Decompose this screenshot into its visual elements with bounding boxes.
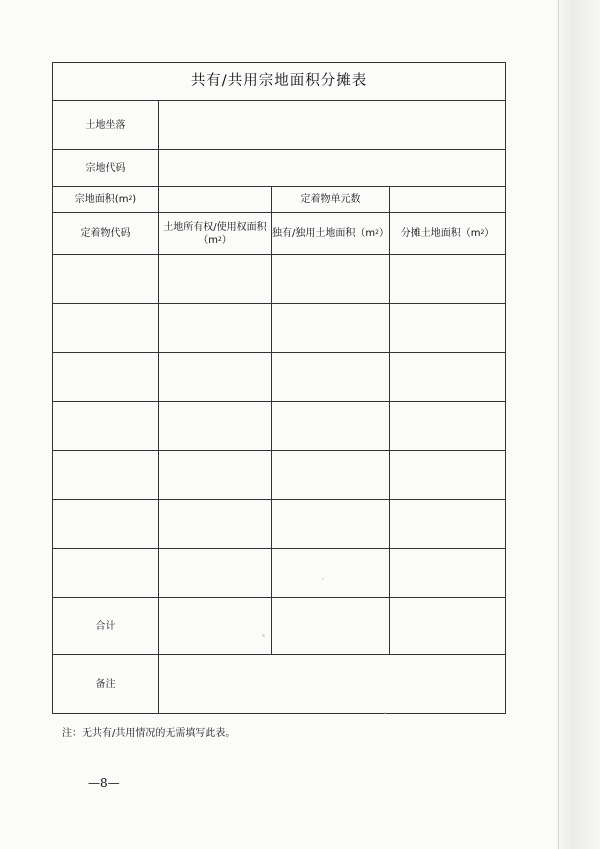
parcel-area-label-text: 宗地面积(m	[74, 194, 129, 205]
table-title: 共有/共用宗地面积分摊表	[53, 63, 506, 101]
table-cell[interactable]	[159, 255, 272, 304]
scan-speck	[384, 712, 386, 714]
table-cell[interactable]	[53, 255, 159, 304]
col-shared-area-sup: 2	[480, 229, 485, 236]
table-cell[interactable]	[53, 353, 159, 402]
land-location-label: 土地坐落	[53, 101, 159, 150]
col-shared-area-end: ）	[484, 228, 495, 239]
table-cell[interactable]	[53, 402, 159, 451]
remarks-value[interactable]	[159, 655, 506, 714]
col-header-exclusive-area	[272, 213, 390, 255]
table-cell[interactable]	[272, 451, 390, 500]
total-land-use-area[interactable]	[159, 598, 272, 655]
col-shared-area-text: 分摊土地面积（m	[400, 228, 481, 239]
table-cell[interactable]	[159, 451, 272, 500]
remarks-label: 备注	[53, 655, 159, 714]
col-exclusive-area-end: ）	[378, 228, 389, 239]
table-cell[interactable]	[53, 500, 159, 549]
table-cell[interactable]	[390, 255, 506, 304]
page-edge-line	[558, 0, 559, 849]
table-row	[53, 451, 506, 500]
table-row	[53, 402, 506, 451]
table-cell[interactable]	[272, 402, 390, 451]
col-land-use-area-text: 土地所有权/使用权面积（m	[163, 221, 267, 246]
table-cell[interactable]	[53, 451, 159, 500]
col-header-fixture-code: 定着物代码	[53, 213, 159, 255]
col-header-land-use-area	[159, 213, 272, 255]
table-cell[interactable]	[390, 549, 506, 598]
table-cell[interactable]	[53, 549, 159, 598]
fixture-units-value[interactable]	[390, 187, 506, 213]
parcel-area-label	[53, 187, 159, 213]
fixture-units-label: 定着物单元数	[272, 187, 390, 213]
table-row	[53, 255, 506, 304]
table-cell[interactable]	[159, 353, 272, 402]
col-land-use-area-end: ）	[221, 234, 232, 246]
table-cell[interactable]	[159, 500, 272, 549]
scan-speck	[322, 578, 324, 580]
table-cell[interactable]	[390, 500, 506, 549]
parcel-code-value[interactable]	[159, 150, 506, 187]
scan-speck	[262, 634, 265, 637]
col-exclusive-area-text: 独有/独用土地面积（m	[272, 228, 376, 239]
total-shared-area[interactable]	[390, 598, 506, 655]
col-header-shared-area	[390, 213, 506, 255]
table-row	[53, 304, 506, 353]
table-cell[interactable]	[390, 402, 506, 451]
table-row	[53, 353, 506, 402]
table-cell[interactable]	[272, 500, 390, 549]
land-location-value[interactable]	[159, 101, 506, 150]
col-exclusive-area-sup: 2	[375, 229, 379, 236]
table-row	[53, 549, 506, 598]
footnote: 注：无共有/共用情况的无需填写此表。	[62, 728, 236, 739]
parcel-area-unit-sup: 2	[128, 195, 133, 202]
table-cell[interactable]	[159, 549, 272, 598]
page-edge-shadow	[554, 0, 600, 849]
total-label: 合计	[53, 598, 159, 655]
page-number: —8—	[88, 776, 120, 790]
table-cell[interactable]	[390, 304, 506, 353]
table-cell[interactable]	[159, 304, 272, 353]
parcel-area-value[interactable]	[159, 187, 272, 213]
table-cell[interactable]	[159, 402, 272, 451]
table-row	[53, 500, 506, 549]
table-cell[interactable]	[53, 304, 159, 353]
table-cell[interactable]	[390, 353, 506, 402]
table-cell[interactable]	[390, 451, 506, 500]
parcel-area-label-end: )	[132, 194, 137, 205]
col-land-use-area-sup: 2	[217, 235, 222, 243]
table-cell[interactable]	[272, 304, 390, 353]
table-cell[interactable]	[272, 549, 390, 598]
shared-land-area-allocation-table	[52, 62, 506, 714]
table-cell[interactable]	[272, 353, 390, 402]
table-cell[interactable]	[272, 255, 390, 304]
total-exclusive-area[interactable]	[272, 598, 390, 655]
parcel-code-label: 宗地代码	[53, 150, 159, 187]
